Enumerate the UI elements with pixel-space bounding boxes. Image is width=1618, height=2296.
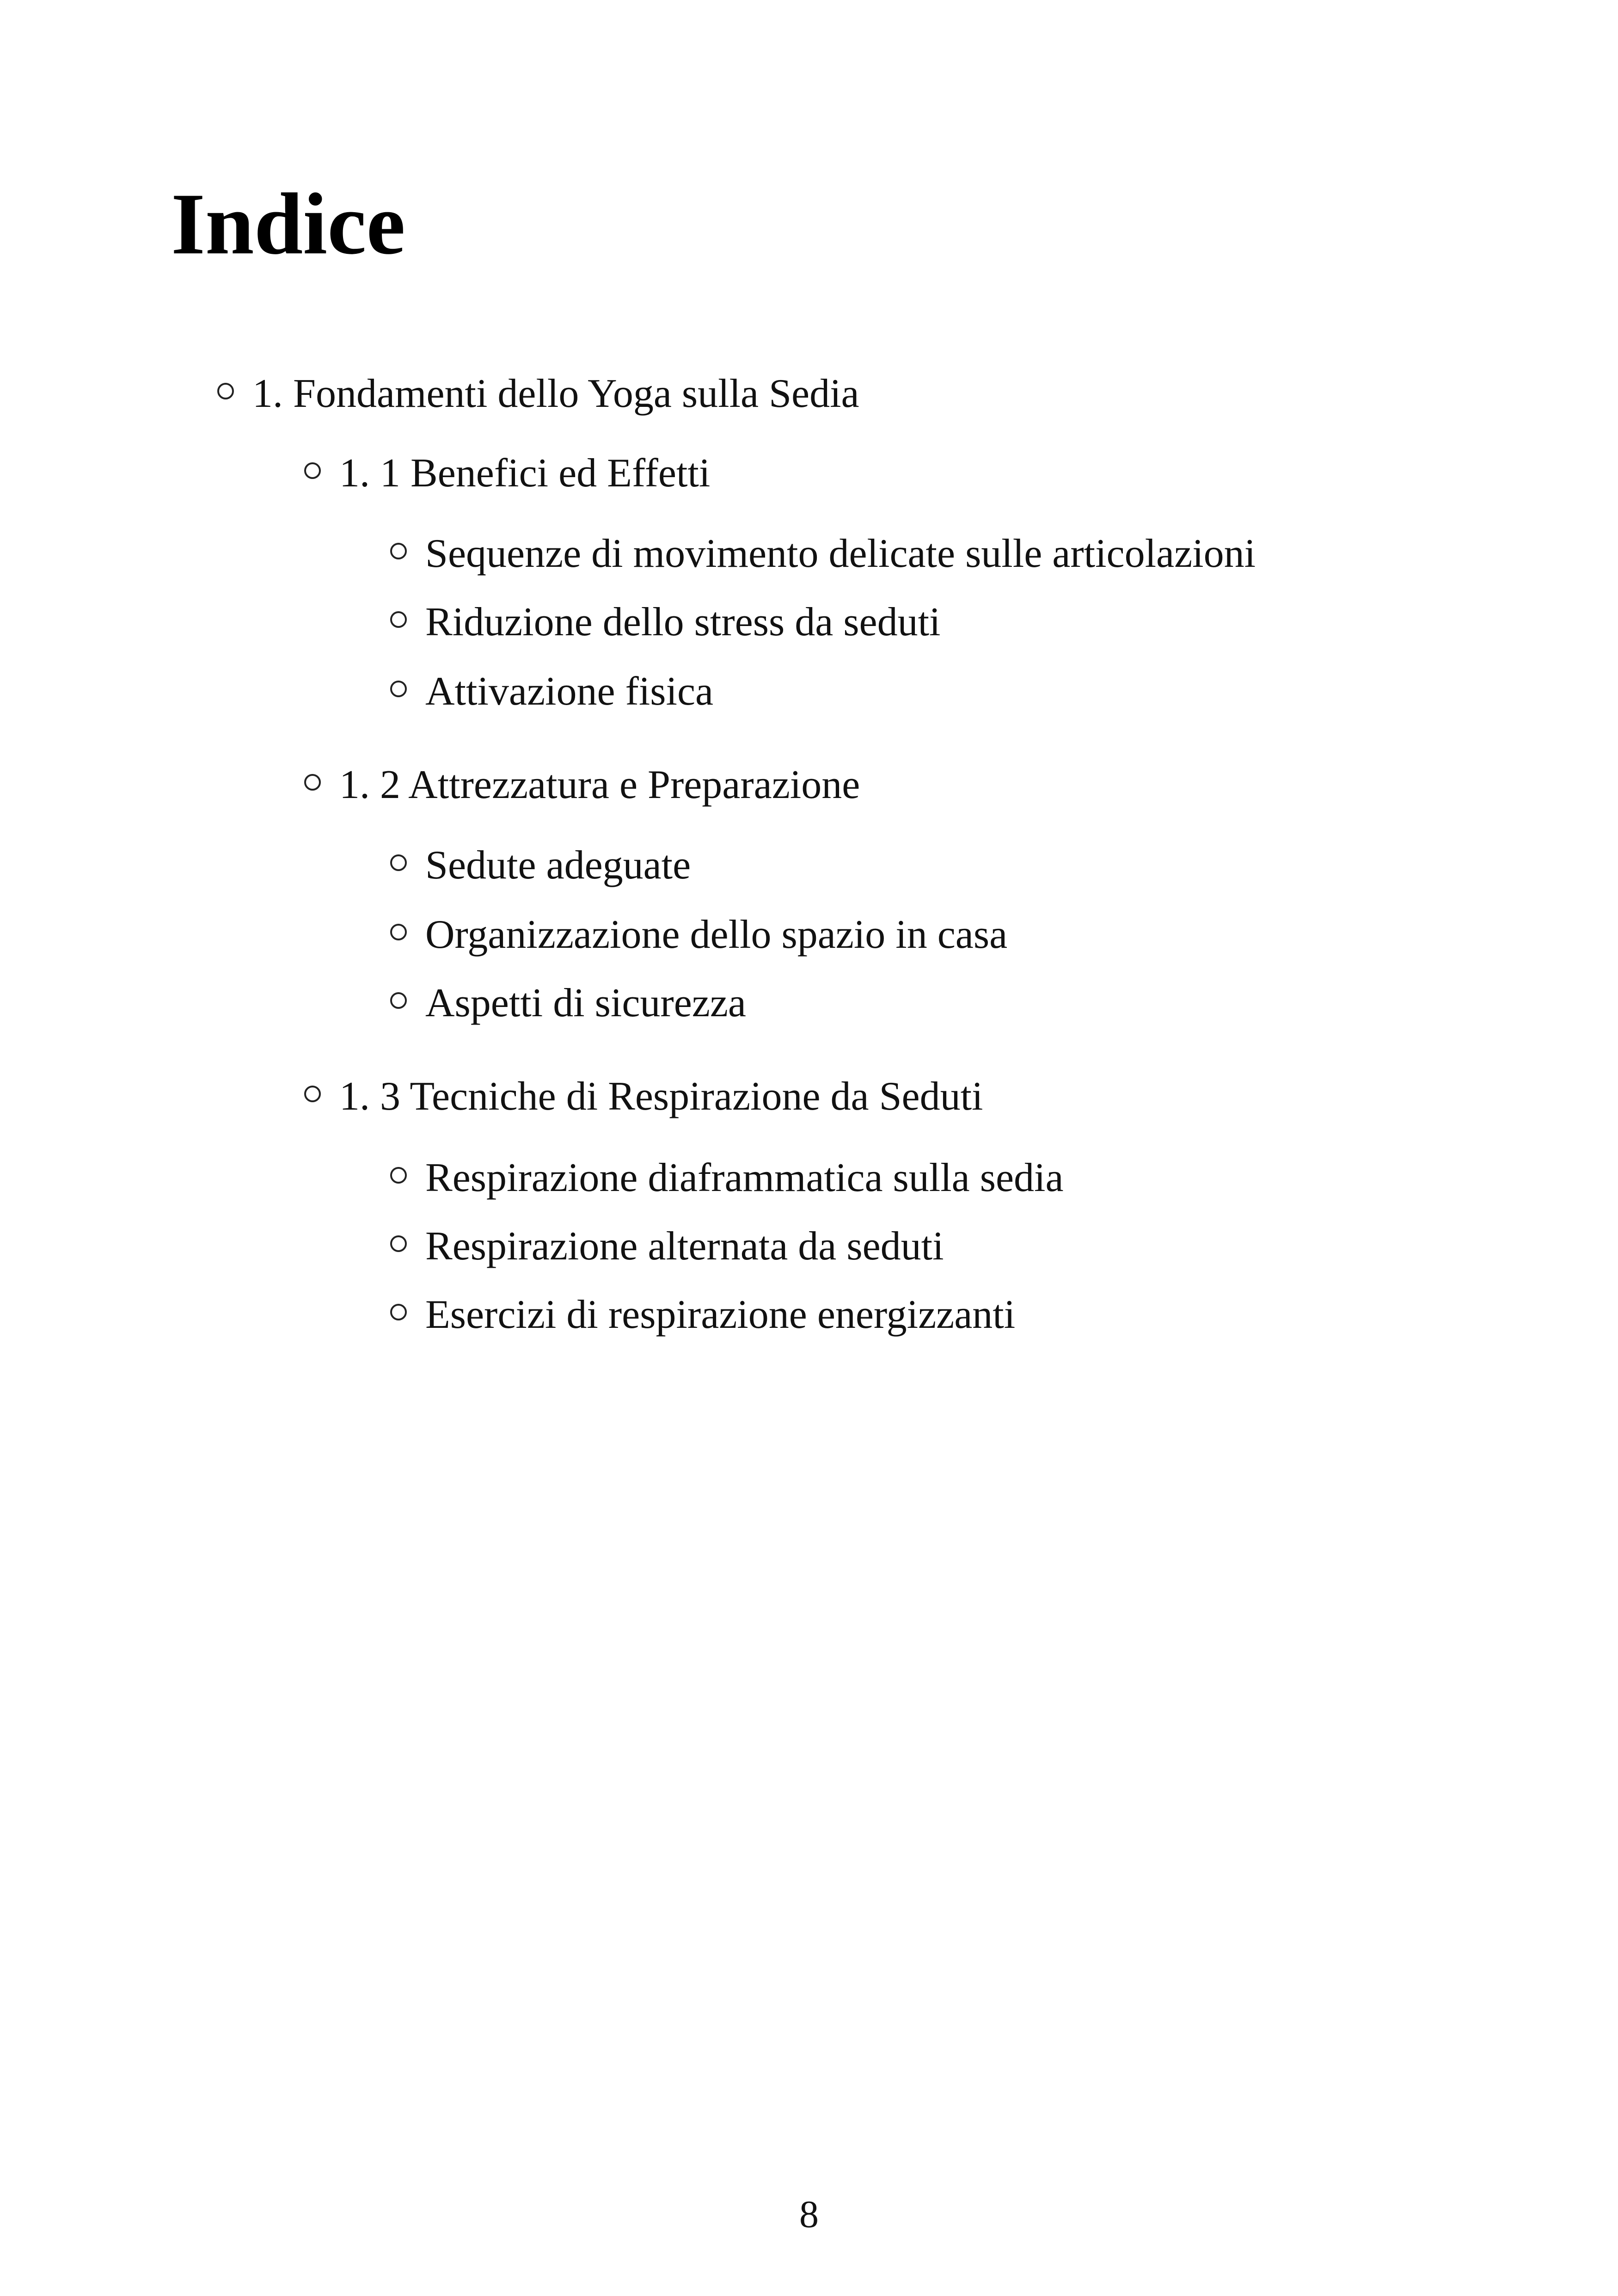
- toc-entry-label: Sedute adeguate: [425, 842, 691, 888]
- circle-bullet-icon: [390, 1235, 407, 1252]
- toc-section-1-2[interactable]: [304, 758, 860, 807]
- circle-bullet-icon: [390, 611, 407, 628]
- toc-entry-label: Sequenze di movimento delicate sulle articolazioni: [425, 531, 1256, 576]
- toc-entry-label: Aspetti di sicurezza: [425, 980, 746, 1025]
- toc-entry-label: 1. 1 Benefici ed Effetti: [339, 450, 711, 496]
- toc-item[interactable]: [390, 908, 1008, 957]
- circle-bullet-icon: [217, 383, 234, 399]
- toc-entry-label: Attivazione fisica: [425, 669, 714, 714]
- toc-item[interactable]: [390, 976, 746, 1023]
- toc-chapter-1[interactable]: [217, 367, 859, 416]
- toc-entry-label: 1. 3 Tecniche di Respirazione da Seduti: [339, 1074, 983, 1119]
- toc-entry-label: Respirazione diaframmatica sulla sedia: [425, 1155, 1064, 1200]
- circle-bullet-icon: [390, 924, 407, 940]
- circle-bullet-icon: [390, 854, 407, 871]
- toc-entry-label: 1. Fondamenti dello Yoga sulla Sedia: [252, 371, 859, 416]
- circle-bullet-icon: [390, 992, 407, 1009]
- circle-bullet-icon: [390, 681, 407, 697]
- circle-bullet-icon: [304, 774, 321, 791]
- circle-bullet-icon: [390, 1304, 407, 1320]
- circle-bullet-icon: [304, 1086, 321, 1102]
- toc-entry-label: Respirazione alternata da seduti: [425, 1223, 944, 1269]
- toc-item[interactable]: [390, 1220, 944, 1269]
- circle-bullet-icon: [390, 543, 407, 559]
- toc-item[interactable]: [390, 839, 691, 888]
- toc-entry-label: Riduzione dello stress da seduti: [425, 599, 941, 645]
- page-number: 8: [799, 2193, 819, 2236]
- page-title: Indice: [171, 176, 405, 273]
- toc-section-1-1[interactable]: [304, 447, 711, 496]
- toc-entry-label: Esercizi di respirazione energizzanti: [425, 1292, 1016, 1337]
- toc-item[interactable]: [390, 595, 941, 645]
- toc-item[interactable]: [390, 1288, 1016, 1337]
- toc-item[interactable]: [390, 527, 1256, 576]
- toc-entry-label: 1. 2 Attrezzatura e Preparazione: [339, 762, 860, 807]
- circle-bullet-icon: [304, 462, 321, 479]
- toc-entry-label: Organizzazione dello spazio in casa: [425, 912, 1008, 957]
- toc-item[interactable]: [390, 1151, 1064, 1200]
- toc-item[interactable]: [390, 665, 714, 714]
- toc-section-1-3[interactable]: [304, 1070, 983, 1119]
- circle-bullet-icon: [390, 1167, 407, 1184]
